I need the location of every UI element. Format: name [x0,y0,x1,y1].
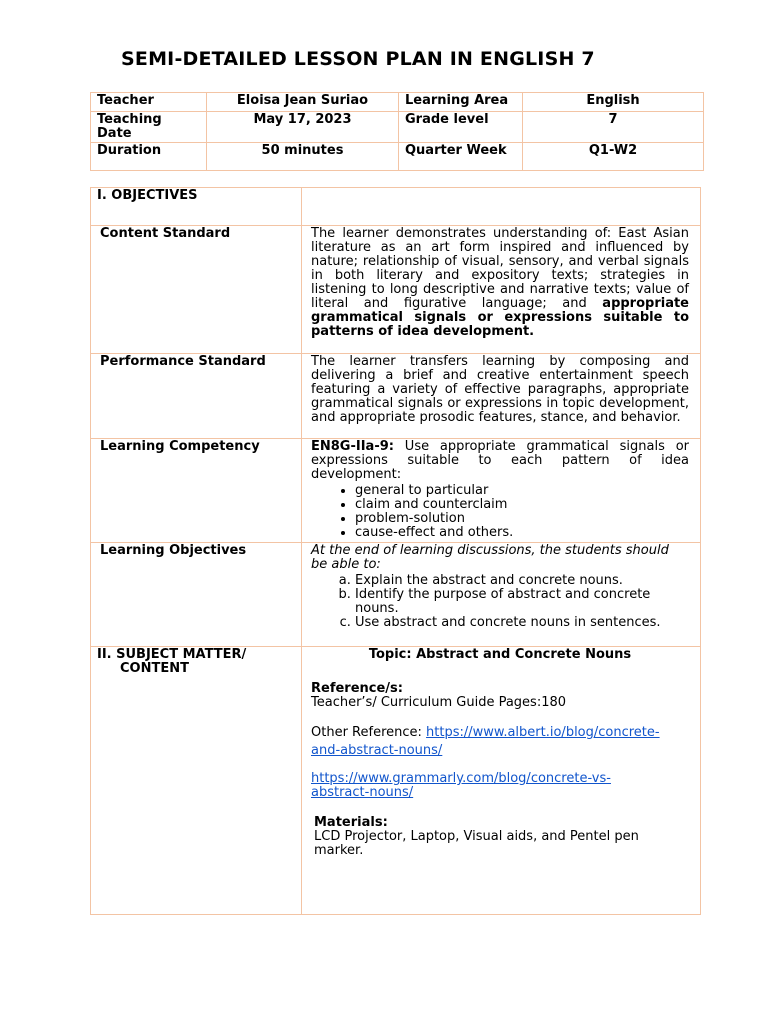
learning-objectives-label: Learning Objectives [91,543,302,647]
learning-competency-label: Learning Competency [91,439,302,543]
list-item: • claim and counterclaim [355,498,689,512]
quarter-week-value: Q1-W2 [523,143,704,171]
table-row [91,226,701,354]
list-item: • problem-solution [355,512,689,526]
content-standard-label: Content Standard [91,226,302,354]
lesson-plan-table [90,187,701,915]
table-row [91,439,701,543]
grammarly-link[interactable]: https://www.grammarly.com/blog/concrete-vs- abstract-nouns/ [311,771,611,800]
teaching-date-value: May 17, 2023 [207,112,399,143]
list-item: a. Explain the abstract and concrete nouns. [355,574,689,588]
performance-standard-label: Performance Standard [91,354,302,439]
learning-area-value: English [523,93,704,112]
quarter-week-label: Quarter Week [399,143,523,171]
teacher-value: Eloisa Jean Suriao [207,93,399,112]
table-row [91,112,704,143]
grade-level-value: 7 [523,112,704,143]
topic-title: Topic: Abstract and Concrete Nouns [368,647,632,662]
list-item: c. Use abstract and concrete nouns in sentences. [355,616,689,630]
table-row [91,188,701,226]
teaching-date-label: Teaching Date [91,112,207,143]
table-row [91,93,704,112]
learning-area-label: Learning Area [399,93,523,112]
duration-value: 50 minutes [207,143,399,171]
competency-code: EN8G-IIa-9: [311,439,394,454]
objectives-heading: I. OBJECTIVES [91,188,302,226]
other-reference-label: Other Reference: [311,725,427,740]
grade-level-label: Grade level [399,112,523,143]
table-row [91,543,701,647]
subject-matter-heading [91,647,302,915]
performance-standard-text: The learner transfers learning by composing and delivering a brief and creative entertainment speech featuring a variety of effective paragraphs, appropriate grammatical signals or expressions in topic development, and appropriate prosodic features, stance, and behavior. [302,354,701,439]
content-standard-bold: appropriate grammatical signals or expressions suitable to patterns of idea development. [311,296,689,339]
content-standard-body: The learner demonstrates understanding of: East Asian literature as an art form inspired and influenced by nature; relationship of visual, sensory, and verbal signals in both literary and expository texts; strategies in listening to long descriptive and narrative texts; value of literal and figurative language; and [311,226,689,311]
learning-objectives-list [311,574,689,630]
materials-label: Materials: [314,815,388,830]
teacher-label: Teacher [91,93,207,112]
albert-link[interactable]: https://www.albert.io/blog/concrete- and-abstract-nouns/ [311,725,660,758]
references-text: Teacher’s/ Curriculum Guide Pages:180 [311,695,567,710]
table-row [91,354,701,439]
learning-objectives-intro: At the end of learning discussions, the students should be able to: [311,543,669,572]
list-item: • cause-effect and others. [355,526,689,540]
subject-matter-cell [302,647,701,915]
table-row [91,143,704,171]
learning-competency-cell [302,439,701,543]
references-label: Reference/s: [311,681,403,696]
page-title: SEMI-DETAILED LESSON PLAN IN ENGLISH 7 [121,48,595,70]
materials-text: LCD Projector, Laptop, Visual aids, and Pentel pen marker. [314,829,639,858]
table-row [91,647,701,915]
subject-heading-line2: CONTENT [120,661,189,676]
competency-text: Use appropriate grammatical signals or expressions suitable to each pattern of idea development: [311,439,689,482]
competency-list [311,484,689,540]
list-item: • general to particular [355,484,689,498]
content-standard-text [302,226,701,354]
list-item: b. Identify the purpose of abstract and concrete nouns. [355,588,689,616]
learning-objectives-cell [302,543,701,647]
subject-heading-line1: II. SUBJECT MATTER/ [97,647,247,662]
objectives-empty-cell [302,188,701,226]
duration-label: Duration [91,143,207,171]
info-table [90,92,704,171]
